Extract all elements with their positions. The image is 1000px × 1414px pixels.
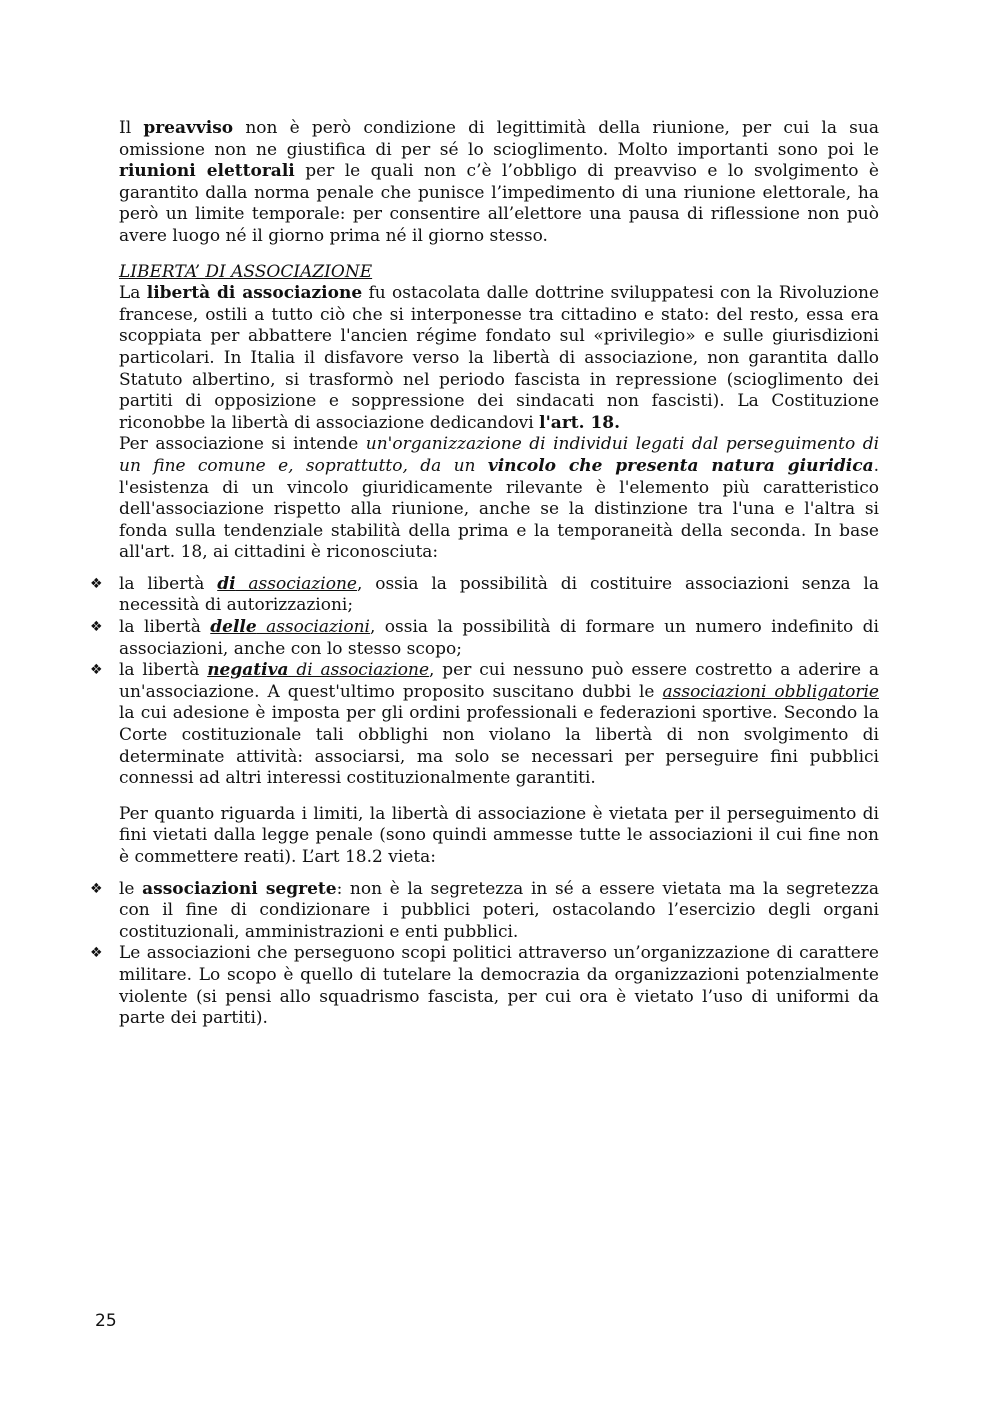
text-run: , per cui nessuno può essere costretto a aderire a un'associazione. A quest'ultimo proposito suscitano dubbi le (119, 660, 879, 702)
text-run: Per associazione si intende (119, 434, 366, 455)
paragraph-definizione-associazione (119, 434, 879, 564)
text-run: , ossia la possibilità di costituire associazioni senza la necessità di autorizzazioni; (119, 573, 880, 616)
bold-term-associazioni-segrete: associazioni segrete (142, 878, 337, 899)
text-run: le (119, 878, 143, 899)
italic-definition: un'organizzazione di individui legati dal perseguimento di un fine comune e, soprattutto, da un (119, 434, 880, 476)
list-item (90, 878, 879, 944)
divieti-list (90, 878, 879, 1030)
underlined-term: associazione (235, 573, 357, 594)
four-diamond-bullet-icon: ❖ (90, 662, 103, 679)
text-run: la libertà (119, 660, 208, 681)
emphasis-term: negativa (207, 660, 289, 681)
bold-italic-vincolo-giuridico: vincolo che presenta natura giuridica (487, 455, 874, 476)
four-diamond-bullet-icon: ❖ (90, 619, 103, 636)
text-run: . l'esistenza di un vincolo giuridicamente rilevante è l'elemento più caratteristico dell'associazione rispetto alla riunione, anche se la distinzione tra l'una e l'altra si fonda sulla tendenziale stabilità della prima e la temporaneità della seconda. In base all'art. 18, ai cittadini è riconosciuta: (119, 455, 880, 563)
four-diamond-bullet-icon: ❖ (90, 575, 103, 592)
underlined-term: di associazione (288, 660, 430, 681)
underlined-term: associazioni (256, 617, 370, 638)
page-body (90, 118, 880, 1030)
list-item (90, 617, 879, 660)
text-run: fu ostacolata dalle dottrine sviluppatesi con la Rivoluzione francese, ostili a tutto ciò che si interponesse tra cittadino e stato: del resto, essa era scoppiata per abbattere l'ancien régime fondato sul «privilegio» e sulle giurisdizioni particolari. In Italia il disfavore verso la libertà di associazione, non garantita dallo Statuto albertino, si trasformò nel periodo fascista in repressione (scioglimento dei partiti di opposizione e soppressione dei sindacati non fascisti). La Costituzione riconobbe la libertà di associazione dedicandovi (119, 283, 880, 433)
bold-term-art-18: l'art. 18. (539, 412, 621, 433)
text-run: non è però condizione di legittimità della riunione, per cui la sua omissione non ne giustifica di per sé lo scioglimento. Molto importanti sono poi le (119, 118, 879, 160)
list-item (90, 943, 879, 1029)
paragraph-liberta-associazione (119, 283, 879, 434)
text-run: la libertà (119, 617, 211, 638)
bold-term-liberta-di-associazione: libertà di associazione (146, 283, 363, 304)
text-run: Il (119, 118, 144, 138)
text-run: la libertà (119, 573, 218, 594)
bold-term-riunioni-elettorali: riunioni elettorali (119, 161, 295, 182)
emphasis-term: di (217, 573, 236, 594)
list-item (90, 573, 880, 617)
text-run: la cui adesione è imposta per gli ordini professionali e federazioni sportive. Secondo la Corte costituzionale tali obblighi non violano la libertà di non svolgimento di determinate attività: associarsi, ma solo se necessari per perseguire fini pubblici connessi ad altri interessi costituzionalmente garantiti. (119, 703, 879, 789)
emphasis-term: delle (210, 617, 257, 638)
text-run: per le quali non c’è l’obbligo di preavviso e lo svolgimento è garantito dalla norma penale che punisce l’impedimento di una riunione elettorale, ha però un limite temporale: per consentire all’elettore una pausa di riflessione non può avere luogo né il giorno prima né il giorno stesso. (119, 161, 879, 246)
paragraph-limiti: Per quanto riguarda i limiti, la libertà di associazione è vietata per il perseguimento di fini vietati dalla legge penale (sono quindi ammesse tutte le associazioni il cui fine non è commettere reati). L’art 18.2 vieta: (119, 803, 879, 867)
liberta-list (90, 573, 880, 790)
underlined-term-associazioni-obbligatorie: associazioni obbligatorie (662, 681, 879, 702)
page-number: 25 (95, 1311, 117, 1331)
text-run: , ossia la possibilità di formare un numero indefinito di associazioni, anche con lo stesso scopo; (119, 617, 879, 659)
list-item (90, 660, 879, 790)
bold-term-preavviso: preavviso (143, 118, 234, 138)
four-diamond-bullet-icon: ❖ (90, 880, 103, 897)
four-diamond-bullet-icon: ❖ (90, 945, 103, 962)
text-run: La (119, 283, 147, 304)
section-heading: LIBERTA’ DI ASSOCIAZIONE (119, 261, 373, 282)
text-run: Le associazioni che perseguono scopi politici attraverso un’organizzazione di carattere militare. Lo scopo è quello di tutelare la democrazia da organizzazioni potenzialmente violente (si pensi allo squadrismo fascista, per cui ora è vietato l’uso di uniformi da parte dei partiti). (119, 943, 879, 1029)
paragraph-preavviso (119, 118, 879, 248)
text-run: : non è la segretezza in sé a essere vietata ma la segretezza con il fine di condizionare i pubblici poteri, ostacolando l’esercizio degli organi costituzionali, amministrazioni e enti pubblici. (119, 878, 879, 942)
